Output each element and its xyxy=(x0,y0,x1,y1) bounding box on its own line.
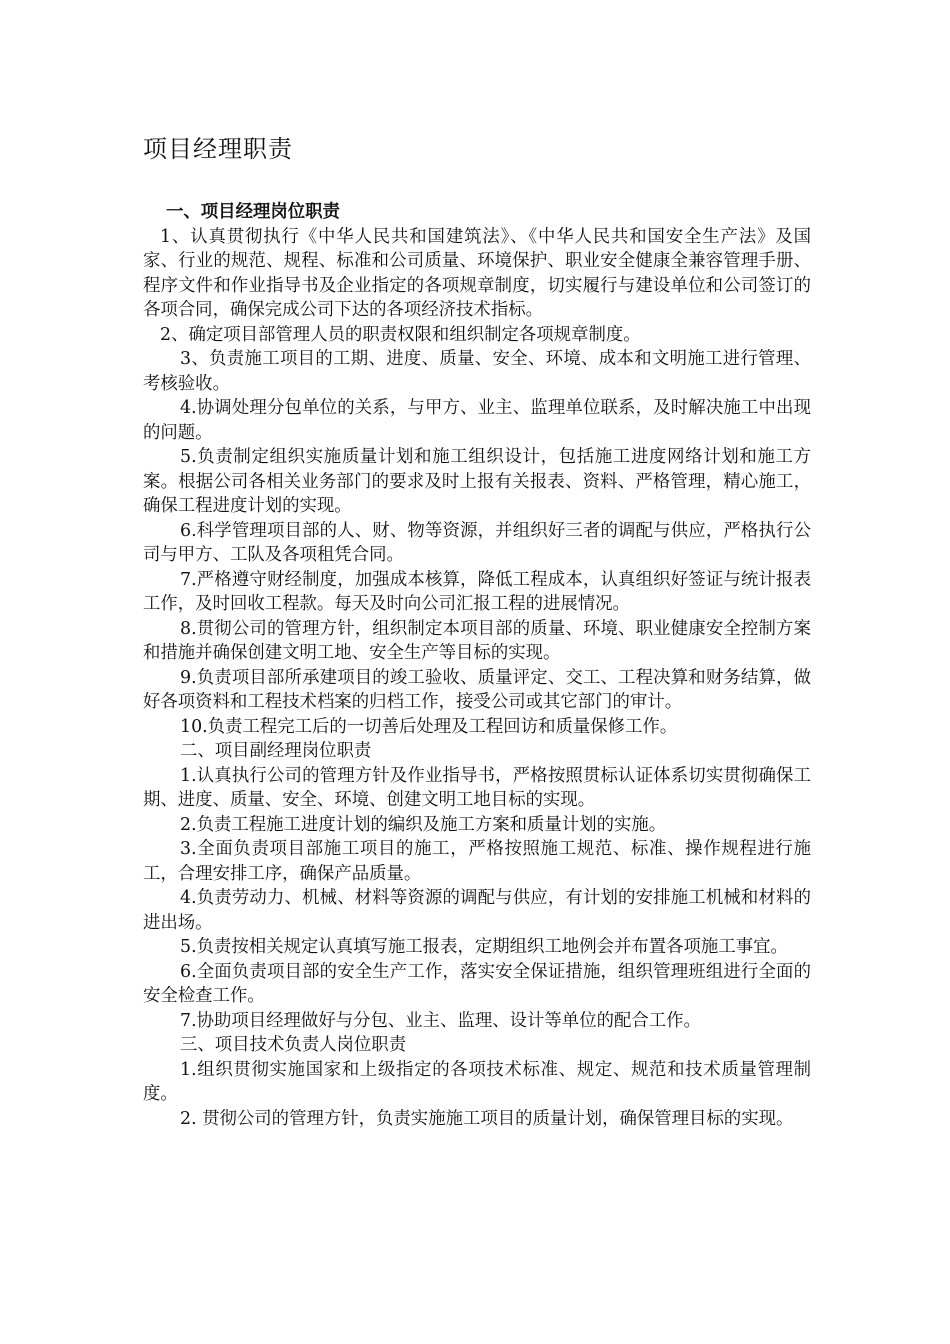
paragraph: 2. 贯彻公司的管理方针，负责实施施工项目的质量计划，确保管理目标的实现。 xyxy=(180,1108,794,1129)
document-body xyxy=(143,200,811,1131)
paragraph: 7.协助项目经理做好与分包、业主、监理、设计等单位的配合工作。 xyxy=(180,1010,701,1031)
paragraph: 1、认真贯彻执行《中华人民共和国建筑法》、《中华人民共和国安全生产法》及国家、行业的规范、规程、标准和公司质量、环境保护、职业安全健康全兼容管理手册、程序文件和作业指导书及企业指定的各项规章制度，切实履行与建设单位和公司签订的各项合同，确保完成公司下达的各项经济技术指标。 xyxy=(143,226,811,320)
section-heading-2: 二、项目副经理岗位职责 xyxy=(180,741,372,761)
paragraph: 7.严格遵守财经制度，加强成本核算，降低工程成本，认真组织好签证与统计报表工作，及时回收工程款。每天及时向公司汇报工程的进展情况。 xyxy=(143,569,811,614)
paragraph: 6.科学管理项目部的人、财、物等资源，并组织好三者的调配与供应，严格执行公司与甲方、工队及各项租凭合同。 xyxy=(143,520,811,565)
paragraph: 9.负责项目部所承建项目的竣工验收、质量评定、交工、工程决算和财务结算，做好各项资料和工程技术档案的归档工作，接受公司或其它部门的审计。 xyxy=(143,667,811,712)
paragraph: 2.负责工程施工进度计划的编织及施工方案和质量计划的实施。 xyxy=(180,814,667,835)
paragraph: 1.认真执行公司的管理方针及作业指导书，严格按照贯标认证体系切实贯彻确保工期、进度、质量、安全、环境、创建文明工地目标的实现。 xyxy=(143,765,811,810)
section-heading-3: 三、项目技术负责人岗位职责 xyxy=(180,1035,407,1055)
paragraph: 3.全面负责项目部施工项目的施工，严格按照施工规范、标准、操作规程进行施工，合理安排工序，确保产品质量。 xyxy=(143,839,811,884)
paragraph: 5.负责按相关规定认真填写施工报表，定期组织工地例会并布置各项施工事宜。 xyxy=(180,937,788,957)
section-heading-1: 一、项目经理岗位职责 xyxy=(166,202,340,222)
paragraph: 4.负责劳动力、机械、材料等资源的调配与供应，有计划的安排施工机械和材料的进出场。 xyxy=(143,888,811,933)
paragraph: 4.协调处理分包单位的关系，与甲方、业主、监理单位联系，及时解决施工中出现的问题。 xyxy=(143,398,811,443)
paragraph: 10.负责工程完工后的一切善后处理及工程回访和质量保修工作。 xyxy=(180,716,678,737)
page-title: 项目经理职责 xyxy=(143,135,293,163)
paragraph: 6.全面负责项目部的安全生产工作，落实安全保证措施，组织管理班组进行全面的安全检查工作。 xyxy=(143,961,811,1006)
paragraph: 3、负责施工项目的工期、进度、质量、安全、环境、成本和文明施工进行管理、考核验收。 xyxy=(143,349,811,394)
paragraph: 1.组织贯彻实施国家和上级指定的各项技术标准、规定、规范和技术质量管理制度。 xyxy=(143,1059,811,1104)
paragraph: 5.负责制定组织实施质量计划和施工组织设计，包括施工进度网络计划和施工方案。根据公司各相关业务部门的要求及时上报有关报表、资料、严格管理，精心施工，确保工程进度计划的实现。 xyxy=(143,447,811,516)
paragraph: 8.贯彻公司的管理方针，组织制定本项目部的质量、环境、职业健康安全控制方案和措施并确保创建文明工地、安全生产等目标的实现。 xyxy=(143,618,811,663)
paragraph: 2、确定项目部管理人员的职责权限和组织制定各项规章制度。 xyxy=(160,324,641,345)
